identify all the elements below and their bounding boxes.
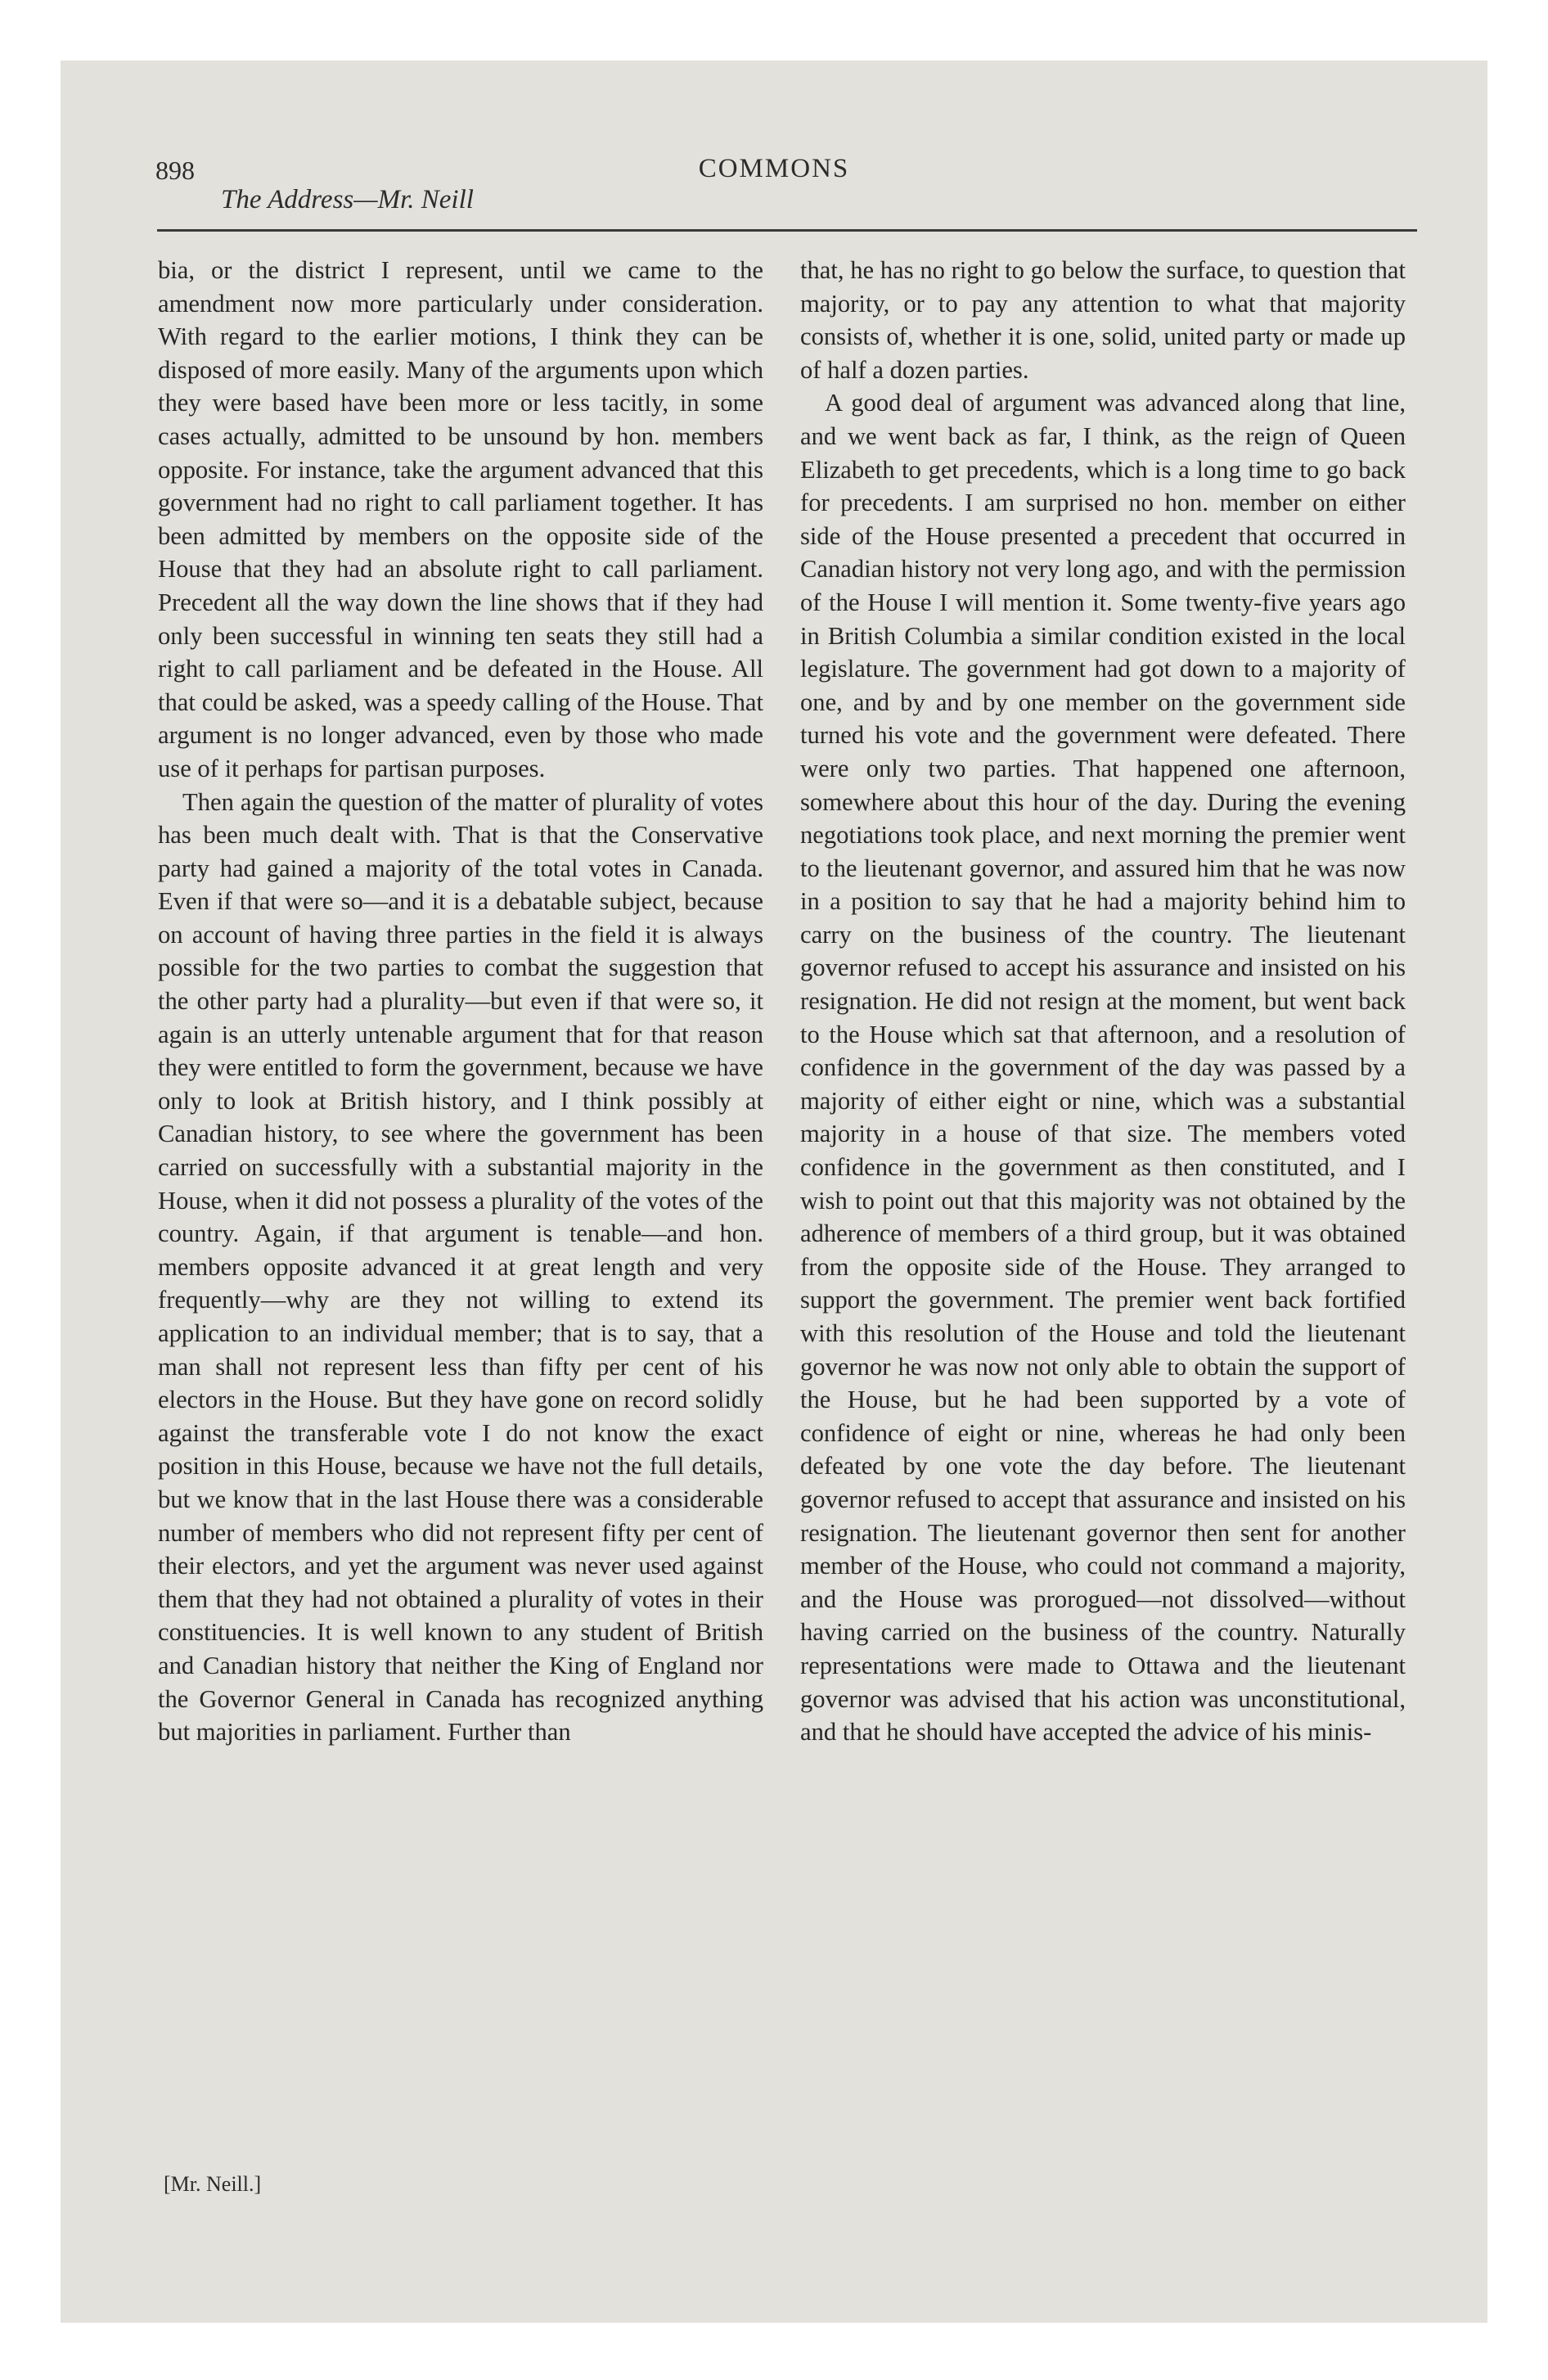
left-paragraph-1: bia, or the district I represent, until we came to the amendment now more particularly under consideration. With regard to the earlier motions, I think they can be disposed of more easily. Many of the arguments upon which they were based have been more or less tacitly, in some cases actually, admitted to be unsound by hon. members opposite. For instance, take the argument advanced that this government had no right to call parliament together. It has been admitted by members on the opposite side of the House that they had an absolute right to call parliament. Precedent all the way down the line shows that if they had only been successful in winning ten seats they still had a right to call parliament and be defeated in the House. All that could be asked, was a speedy calling of the House. That argument is no longer advanced, even by those who made use of it perhaps for partisan purposes.: [158, 256, 763, 782]
left-paragraph-2: Then again the question of the matter of plurality of votes has been much dealt with. That is that the Conservative party had gained a majority of the total votes in Canada. Even if that were so—and it is a debatable subject, because on account of having three parties in the field it is always possible for the two parties to combat the suggestion that the other party had a plurality—but even if that were so, it again is an utterly untenable argument that for that reason they were entitled to form the government, because we have only to look at British history, and I think possibly at Canadian history, to see where the government has been carried on successfully with a substantial majority in the House, when it did not possess a plurality of the votes of the country. Again, if that argument is tenable—and hon. members opposite advanced it at great length and very frequently—why are they not willing to extend its application to an individual member; that is to say, that a man shall not represent less than fifty per cent of his electors in the House. But they have gone on record solidly against the transferable vote I do not know the exact position in this House, because we have not the full details, but we know that in the last House there was a considerable number of members who did not represent fifty per cent of their electors, and yet the argument was never used against them that they had not obtained a plurality of votes in their constituencies. It is well known to any student of British and Canadian history that neither the King of England nor the Governor General in Canada has recognized anything but majorities in parliament. Further than: [158, 787, 763, 1747]
header-rule: [157, 229, 1417, 232]
right-paragraph-2: A good deal of argument was advanced along that line, and we went back as far, I think, as the reign of Queen Elizabeth to get precedents, which is a long time to go back for precedents. I am surprised no hon. member on either side of the House presented a precedent that occurred in Canadian history not very long ago, and with the permission of the House I will mention it. Some twenty-five years ago in British Columbia a similar condition existed in the local legislature. The government had got down to a majority of one, and by and by one member on the government side turned his vote and the government were defeated. There were only two parties. That happened one afternoon, somewhere about this hour of the day. During the evening negotiations took place, and next morning the premier went to the lieutenant governor, and assured him that he was now in a position to say that he had a majority behind him to carry on the business of the country. The lieutenant governor refused to accept his assurance and insisted on his resignation. He did not resign at the moment, but went back to the House which sat that afternoon, and a resolution of confidence in the government of the day was passed by a majority of either eight or nine, which was a substantial majority in a house of that size. The members voted confidence in the government as then constituted, and I wish to point out that this majority was not obtained by the adherence of members of a third group, but it was obtained from the opposite side of the House. They arranged to support the government. The premier went back fortified with this resolution of the House and told the lieutenant governor he was now not only able to obtain the support of the House, but he had been supported by a vote of confidence of eight or nine, whereas he had only been defeated by one vote the day before. The lieutenant governor refused to accept that assurance and insisted on his resignation. The lieutenant governor then sent for another member of the House, who could not command a majority, and the House was prorogued—not dissolved—without having carried on the business of the country. Naturally representations were made to Ottawa and the lieutenant governor was advised that his action was unconstitutional, and that he should have accepted the advice of his minis-: [800, 389, 1406, 1747]
running-head: The Address—Mr. Neill: [221, 185, 474, 214]
right-paragraph-1: that, he has no right to go below the surface, to question that majority, or to pay any attention to what that majority consists of, whether it is one, solid, united party or made up of half a dozen parties.: [800, 256, 1406, 384]
page-number: 898: [155, 156, 195, 185]
left-column: [158, 254, 763, 1749]
speaker-note: [Mr. Neill.]: [164, 2172, 262, 2196]
section-title: COMMONS: [698, 154, 850, 183]
right-column: [800, 254, 1406, 1749]
